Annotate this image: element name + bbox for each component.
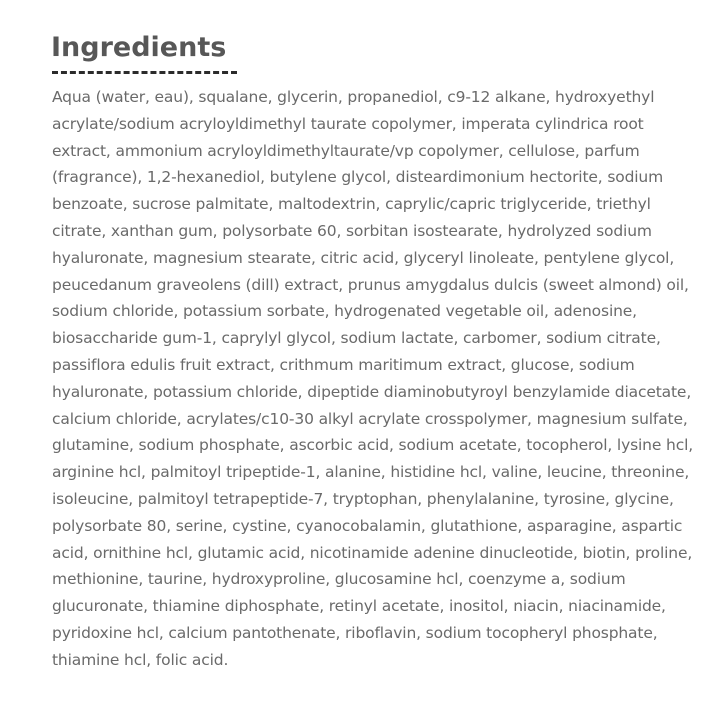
dashed-divider — [52, 71, 237, 74]
ingredients-list: Aqua (water, eau), squalane, glycerin, propanediol, c9-12 alkane, hydroxyethyl acrylate/sodium acryloyldimethyl taurate copolymer, imperata cylindrica root extract, ammonium acryloyldimethyltaurate/vp copolymer, cellulose, parfum (fragrance), 1,2-hexanediol, butylene glycol, disteardimonium hectorite, sodium benzoate, sucrose palmitate, maltodextrin, caprylic/capric triglyceride, triethyl citrate, xanthan gum, polysorbate 60, sorbitan isostearate, hydrolyzed sodium hyaluronate, magnesium stearate, citric acid, glyceryl linoleate, pentylene glycol, peucedanum graveolens (dill) extract, prunus amygdalus dulcis (sweet almond) oil, sodium chloride, potassium sorbate, hydrogenated vegetable oil, adenosine, biosaccharide gum-1, caprylyl glycol, sodium lactate, carbomer, sodium citrate, passiflora edulis fruit extract, crithmum maritimum extract, glucose, sodium hyaluronate, potassium chloride, dipeptide diaminobutyroyl benzylamide diacetate, calcium chloride, acrylates/c10-30 alkyl acrylate crosspolymer, magnesium sulfate, glutamine, sodium phosphate, ascorbic acid, sodium acetate, tocopherol, lysine hcl, arginine hcl, palmitoyl tripeptide-1, alanine, histidine hcl, valine, leucine, threonine, isoleucine, palmitoyl tetrapeptide-7, tryptophan, phenylalanine, tyrosine, glycine, polysorbate 80, serine, cystine, cyanocobalamin, glutathione, asparagine, aspartic acid, ornithine hcl, glutamic acid, nicotinamide adenine dinucleotide, biotin, proline, methionine, taurine, hydroxyproline, glucosamine hcl, coenzyme a, sodium glucuronate, thiamine diphosphate, retinyl acetate, inositol, niacin, niacinamide, pyridoxine hcl, calcium pantothenate, riboflavin, sodium tocopheryl phosphate, thiamine hcl, folic acid. — [52, 88, 694, 669]
ingredients-heading: Ingredients — [51, 32, 227, 63]
